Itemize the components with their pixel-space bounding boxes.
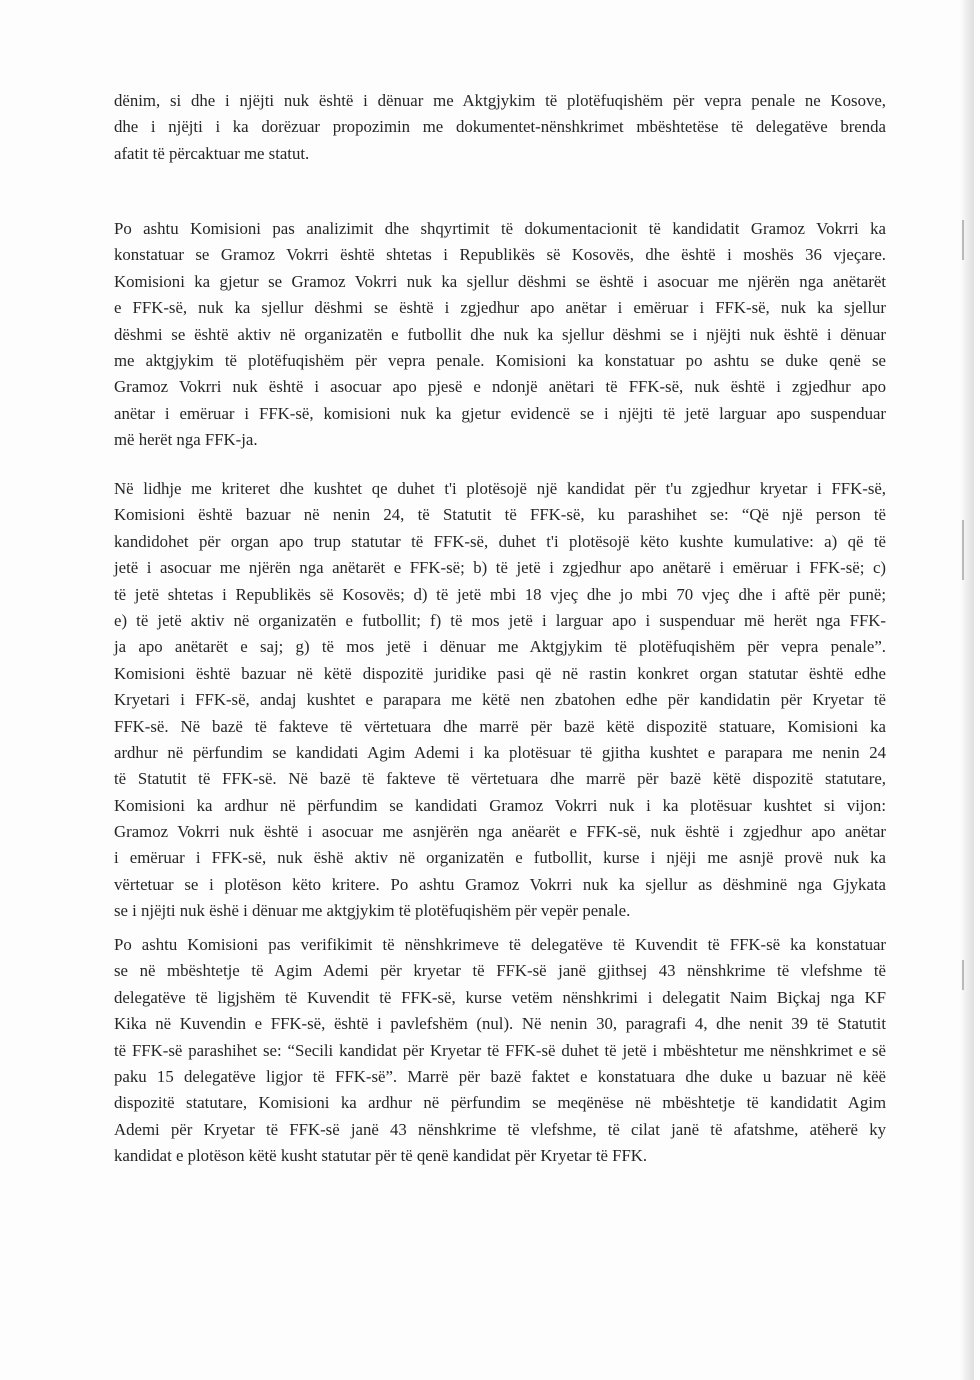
text-line: Po ashtu Komisioni pas analizimit dhe shqyrtimit të dokumentacionit të kandidatit Gramoz Vokrri ka — [114, 219, 886, 238]
text-line: Komisioni është bazuar në këtë dispozitë juridike pasi që në rastin konkret organ statutar është edhe — [114, 663, 886, 683]
text-line: delegatëve të ligjshëm të Kuvendit të FFK-së, kurse vetëm nënshkrimi i delegatit Naim Biçkaj nga KF — [114, 987, 886, 1007]
text-line: të jetë shtetas i Republikës së Kosovës; d) të jetë mbi 18 vjeç dhe jo mbi 70 vjeç dhe i aftë për punë; — [114, 584, 886, 604]
text-line: Po ashtu Komisioni pas verifikimit të nënshkrimeve të delegatëve të Kuvendit të FFK-së ka konstatuar — [114, 935, 886, 954]
scan-mark — [962, 520, 964, 580]
paragraph-4 — [114, 932, 886, 1170]
text-line: Ademi për Kryetar të FFK-së janë 43 nënshkrime të vlefshme, të cilat janë të afatshme, atëherë ky — [114, 1119, 886, 1139]
text-line: Komisioni ka gjetur se Gramoz Vokrri nuk ka sjellur dëshmi se është i asocuar me njërën nga anëtarët — [114, 271, 886, 291]
text-line: konstatuar se Gramoz Vokrri është shtetas i Republikës së Kosovës, dhe është i moshës 36 vjeçare. — [114, 245, 886, 265]
text-line: dëshmi se është aktiv në organizatën e futbollit dhe nuk ka sjellur dëshmi se i njëjti nuk është i dënuar — [114, 324, 886, 344]
text-line: ja apo anëtarët e saj; g) të mos jetë i dënuar me Aktgjykim të plotëfuqishëm për vepra penale”. — [114, 637, 886, 657]
text-line: me aktgjykim të plotëfuqishëm për vepra penale. Komisioni ka konstatuar po ashtu se duke qenë se — [114, 350, 886, 370]
text-line: kandidohet për organ apo trup statutar të FFK-së, duhet t'i plotësojë këto kushte kumulative: a) që të — [114, 531, 886, 551]
text-line: më herët nga FFK-ja. — [114, 430, 258, 450]
text-line: Komisioni ka ardhur në përfundim se kandidati Gramoz Vokrri nuk i ka plotësuar kushtet si vijon: — [114, 795, 886, 815]
text-line: se i njëjti nuk ëshë i dënuar me aktgjykim të plotëfuqishëm për vepër penale. — [114, 901, 631, 921]
text-line: Gramoz Vokrri nuk është i asocuar apo pjesë e ndonjë anëtari të FFK-së, nuk është i zgjedhur apo — [114, 377, 886, 397]
text-line: Gramoz Vokrri nuk është i asocuar me asnjërën nga anëarët e FFK-së, nuk është i zgjedhur apo anëtar — [114, 822, 886, 842]
text-line: vërtetuar se i plotëson këto kritere. Po ashtu Gramoz Vokrri nuk ka sjellur as dëshminë nga Gjykata — [114, 874, 886, 894]
text-line: Kika në Kuvendin e FFK-së, është i pavlefshëm (nul). Në nenin 30, paragrafi 4, dhe nenit 39 të Statutit — [114, 1014, 886, 1034]
paragraph-3 — [114, 476, 886, 925]
text-line: Në lidhje me kriteret dhe kushtet qe duhet t'i plotësojë një kandidat për t'u zgjedhur kryetar i FFK-së, — [114, 479, 886, 498]
paragraph-2 — [114, 216, 886, 454]
scan-mark — [962, 960, 964, 990]
text-line: e FFK-së, nuk ka sjellur dëshmi se është i zgjedhur apo anëtar i emëruar i FFK-së, nuk ka sjellur — [114, 298, 886, 318]
text-line: jetë i asocuar me njërën nga anëtarët e FFK-së; b) të jetë i zgjedhur apo anëtarë i emëruar i FFK-së; c) — [114, 558, 886, 578]
text-line: anëtar i emëruar i FFK-së, komisioni nuk ka gjetur evidencë se i njëjti të jetë larguar apo suspenduar — [114, 403, 886, 423]
text-line: se në mbështetje të Agim Ademi për kryetar të FFK-së janë gjithsej 43 nënshkrime të vlefshme të — [114, 961, 886, 981]
text-line quote-line: paku 15 delegatëve ligjor të FFK-së”. Marrë për bazë faktet e konstatuara dhe duke u bazuar në këë — [114, 1066, 886, 1086]
text-line: e) të jetë aktiv në organizatën e futbollit; f) të mos jetë i larguar apo i suspenduar më herët nga FFK- — [114, 610, 886, 630]
text-line: dënim, si dhe i njëjti nuk është i dënuar me Aktgjykim të plotëfuqishëm për vepra penale ne Kosove, — [114, 91, 886, 110]
text-line: të Statutit të FFK-së. Në bazë të fakteve të vërtetuara dhe marrë për bazë këtë dispozitë statutare, — [114, 769, 886, 789]
text-line: dhe i njëjti i ka dorëzuar propozimin me dokumentet-nënshkrimet mbështetëse të delegatëve brenda — [114, 117, 886, 137]
text-line: i emëruar i FFK-së, nuk ëshë aktiv në organizatën e futbollit, kurse i njëji me asnjë provë nuk ka — [114, 848, 886, 868]
text-line: afatit të përcaktuar me statut. — [114, 143, 310, 163]
text-line: kandidat e plotëson këtë kusht statutar për të qenë kandidat për Kryetar të FFK. — [114, 1146, 648, 1166]
paragraph-1 — [114, 88, 886, 167]
text-line: Komisioni është bazuar në nenin 24, të Statutit të FFK-së, ku parashihet se: “Që një person të — [114, 505, 886, 525]
text-line: dispozitë statutare, Komisioni ka ardhur në përfundim se meqënëse në mbështetje të kandidatit Agim — [114, 1093, 886, 1113]
text-line: Kryetari i FFK-së, andaj kushtet e parapara me këtë nen zbatohen edhe për kandidatin për Kryetar të — [114, 690, 886, 710]
text-line: ardhur në përfundim se kandidati Agim Ademi i ka plotësuar të gjitha kushtet e parapara me nenin 24 — [114, 742, 886, 762]
text-line: FFK-së. Në bazë të fakteve të vërtetuara dhe marrë për bazë këtë dispozitë statuare, Komisioni ka — [114, 716, 886, 736]
scan-edge-shadow — [960, 0, 974, 1380]
text-line quote-line: të FFK-së parashihet se: “Secili kandidat për Kryetar të FFK-së duhet të jetë i mbështetur me nënshkrimet e së — [114, 1040, 886, 1060]
scan-mark — [962, 220, 964, 260]
